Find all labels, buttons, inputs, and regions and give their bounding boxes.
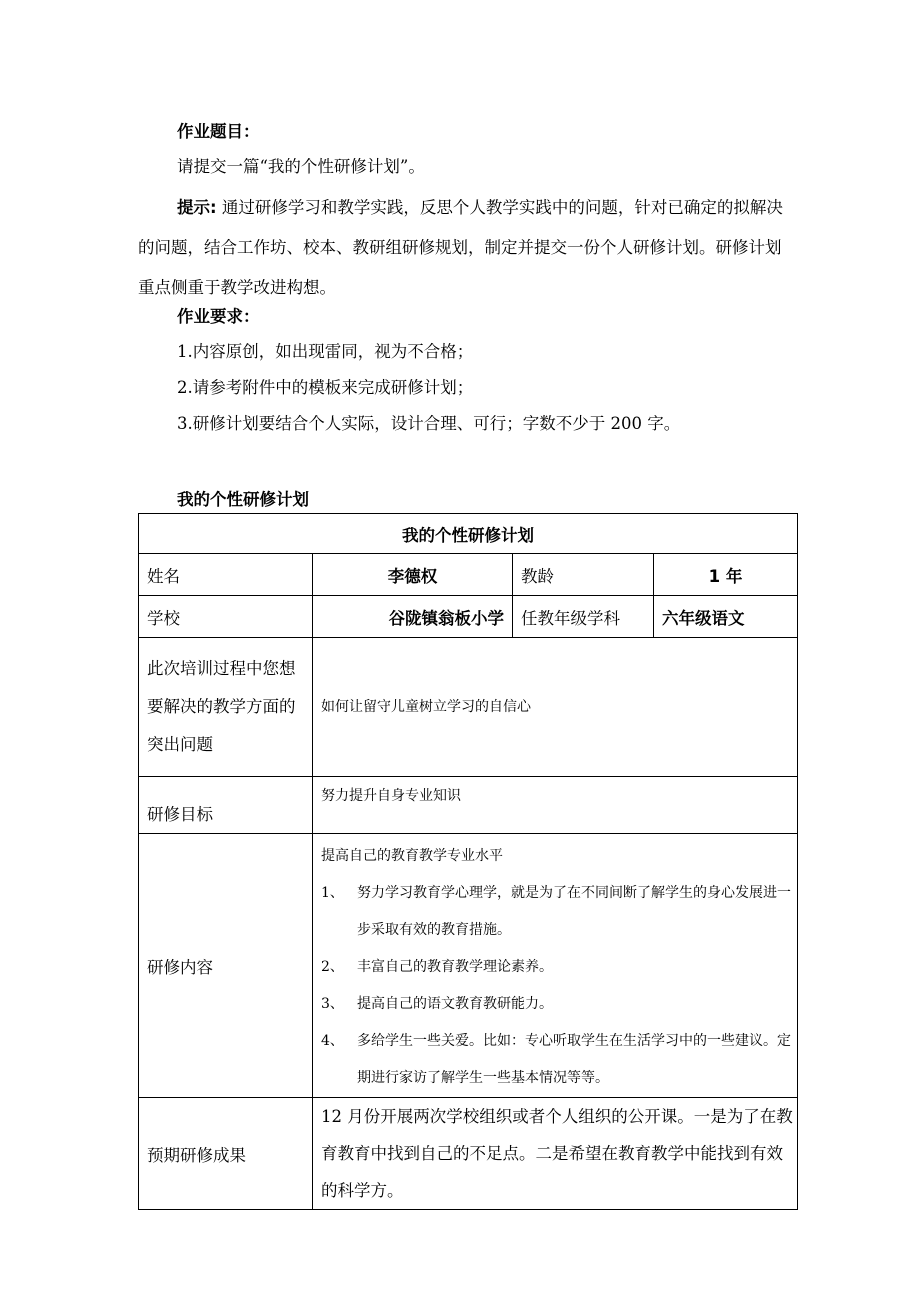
list-item-text: 多给学生一些关爱。比如：专心听取学生在生活学习中的一些建议。定期进行家访了解学生一些基本情况等等。 <box>357 1033 791 1086</box>
content-intro: 提高自己的教育教学专业水平 <box>321 848 503 864</box>
plan-table <box>138 513 798 1210</box>
list-item-text: 丰富自己的教育教学理论素养。 <box>357 959 553 975</box>
table-row <box>139 554 798 596</box>
outcome-label: 预期研修成果 <box>139 1098 313 1210</box>
table-row <box>139 638 798 777</box>
content-label: 研修内容 <box>139 834 313 1098</box>
problem-value: 如何让留守儿童树立学习的自信心 <box>313 638 798 777</box>
plan-section-heading: 我的个性研修计划 <box>177 490 309 509</box>
problem-label: 此次培训过程中您想要解决的教学方面的突出问题 <box>139 638 313 777</box>
assignment-title-text: 请提交一篇“我的个性研修计划”。 <box>177 157 425 176</box>
list-item <box>321 875 793 949</box>
name-value: 李德权 <box>313 554 513 596</box>
teaching-years-value: 1 年 <box>654 554 798 596</box>
table-row <box>139 834 798 1098</box>
hint-label: 提示: <box>177 198 217 217</box>
list-item-number: 2、 <box>321 959 344 975</box>
school-value: 谷陇镇翁板小学 <box>313 596 513 638</box>
teaching-years-label: 教龄 <box>513 554 654 596</box>
assignment-title-label: 作业题目： <box>177 122 260 141</box>
table-row <box>139 596 798 638</box>
content-cell <box>313 834 798 1098</box>
table-row <box>139 514 798 554</box>
goal-label: 研修目标 <box>139 777 313 834</box>
requirement-text: 研修计划要结合个人实际，设计合理、可行；字数不少于 200 字。 <box>192 414 681 433</box>
list-item <box>321 986 793 1023</box>
grade-subject-value: 六年级语文 <box>654 596 798 638</box>
requirement-number: 3. <box>177 414 193 433</box>
list-item <box>321 949 793 986</box>
grade-subject-label: 任教年级学科 <box>513 596 654 638</box>
requirement-item <box>177 376 473 400</box>
requirement-text: 内容原创，如出现雷同，视为不合格； <box>192 342 474 361</box>
list-item-number: 3、 <box>321 996 344 1012</box>
requirement-number: 2. <box>177 378 193 397</box>
requirement-text: 请参考附件中的模板来完成研修计划； <box>192 378 474 397</box>
list-item <box>321 1023 793 1097</box>
table-title: 我的个性研修计划 <box>139 514 798 554</box>
requirement-number: 1. <box>177 342 193 361</box>
goal-value: 努力提升自身专业知识 <box>313 777 798 834</box>
table-row <box>139 1098 798 1210</box>
list-item-number: 1、 <box>321 885 344 901</box>
requirement-item <box>177 340 473 364</box>
list-item-text: 提高自己的语文教育教研能力。 <box>357 996 553 1012</box>
hint-text: 通过研修学习和教学实践，反思个人教学实践中的问题，针对已确定的拟解决的问题，结合工作坊、校本、教研组研修规划，制定并提交一份个人研修计划。研修计划重点侧重于教学改进构想。 <box>138 198 783 297</box>
table-row <box>139 777 798 834</box>
hint-paragraph <box>138 188 788 308</box>
school-label: 学校 <box>139 596 313 638</box>
requirement-item <box>177 412 680 436</box>
outcome-value: 12 月份开展两次学校组织或者个人组织的公开课。一是为了在教育教育中找到自己的不足点。二是希望在教育教学中能找到有效的科学方。 <box>313 1098 798 1210</box>
name-label: 姓名 <box>139 554 313 596</box>
list-item-number: 4、 <box>321 1033 344 1049</box>
requirements-label: 作业要求： <box>177 307 260 326</box>
list-item-text: 努力学习教育学心理学，就是为了在不同间断了解学生的身心发展进一步采取有效的教育措施。 <box>357 885 791 938</box>
